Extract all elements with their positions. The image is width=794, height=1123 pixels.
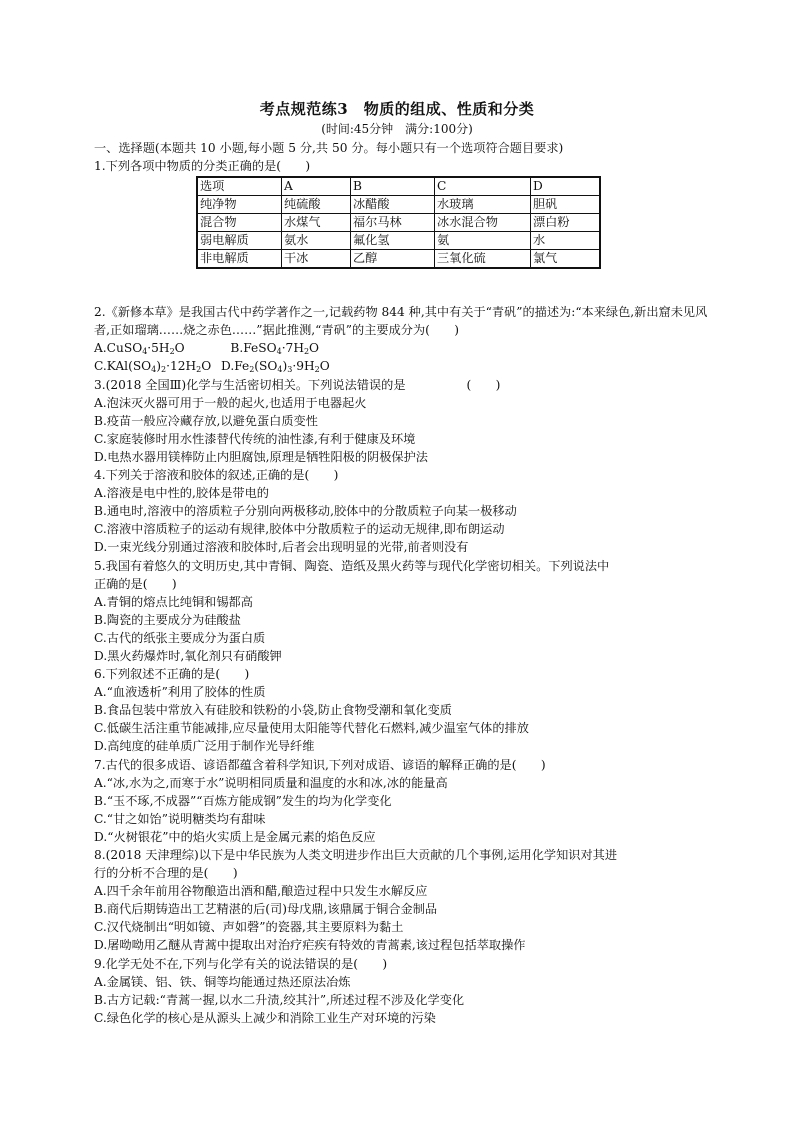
table-cell: 福尔马林 bbox=[351, 214, 435, 232]
table-cell: D bbox=[531, 177, 601, 196]
question-7-option-c: C.“甘之如饴”说明糖类均有甜味 bbox=[94, 811, 266, 826]
table-cell: 弱电解质 bbox=[197, 232, 282, 250]
table-cell: 氨 bbox=[435, 232, 531, 250]
table-cell: 水玻璃 bbox=[435, 196, 531, 214]
table-cell: 漂白粉 bbox=[531, 214, 601, 232]
question-8-option-b: B.商代后期铸造出工艺精湛的后(司)母戊鼎,该鼎属于铜合金制品 bbox=[94, 902, 438, 917]
page-title: 考点规范练3 物质的组成、性质和分类 bbox=[259, 100, 535, 118]
question-6-option-c: C.低碳生活注重节能减排,应尽量使用太阳能等代替化石燃料,减少温室气体的排放 bbox=[94, 721, 529, 736]
section-heading: 一、选择题(本题共 10 小题,每小题 5 分,共 50 分。每小题只有一个选项符合题目要求) bbox=[94, 141, 564, 155]
question-3-option-b: B.疫苗一般应冷藏存放,以避免蛋白质变性 bbox=[94, 413, 318, 428]
question-5-stem-line2: 正确的是( ) bbox=[94, 576, 177, 591]
question-3-option-c: C.家庭装修时用水性漆替代传统的油性漆,有利于健康及环境 bbox=[94, 431, 416, 446]
question-9-option-a: A.金属镁、铝、铁、铜等均能通过热还原法冶炼 bbox=[94, 974, 351, 989]
question-8-option-a: A.四千余年前用谷物酿造出酒和醋,酿造过程中只发生水解反应 bbox=[94, 884, 428, 899]
table-cell: 冰醋酸 bbox=[351, 196, 435, 214]
table-cell: 冰水混合物 bbox=[435, 214, 531, 232]
table-cell: B bbox=[351, 177, 435, 196]
table-cell: 选项 bbox=[197, 177, 282, 196]
question-2-options-ab: $A.CuSO_4\cdot 5H_2O$ $B.FeSO_4\cdot 7H_2O$ bbox=[94, 341, 320, 357]
table-cell: 水煤气 bbox=[282, 214, 351, 232]
table-cell: C bbox=[435, 177, 531, 196]
table-cell: 氟化氢 bbox=[351, 232, 435, 250]
question-4-option-d: D.一束光线分别通过溶液和胶体时,后者会出现明显的光带,前者则没有 bbox=[94, 540, 469, 555]
question-5-option-a: A.青铜的熔点比纯铜和锡都高 bbox=[94, 594, 253, 609]
table-cell: 纯硫酸 bbox=[282, 196, 351, 214]
question-7-option-b: B.“玉不琢,不成器”“百炼方能成钢”发生的均为化学变化 bbox=[94, 793, 392, 808]
question-4-option-c: C.溶液中溶质粒子的运动有规律,胶体中分散质粒子的运动无规律,即布朗运动 bbox=[94, 522, 505, 537]
question-8-option-c: C.汉代烧制出“明如镜、声如磬”的瓷器,其主要原料为黏土 bbox=[94, 920, 404, 935]
table-cell: A bbox=[282, 177, 351, 196]
question-3-stem: 3.(2018 全国Ⅲ)化学与生活密切相关。下列说法错误的是 ( ) bbox=[94, 377, 501, 392]
question-7-option-d: D.“火树银花”中的焰火实质上是金属元素的焰色反应 bbox=[94, 829, 376, 844]
table-cell: 胆矾 bbox=[531, 196, 601, 214]
table-cell: 纯净物 bbox=[197, 196, 282, 214]
question-2-options-cd: $C.KAl(SO_4)_2\cdot 12H_2O$ $D.Fe_2(SO_4)_3\cdot 9H_2O$ bbox=[94, 359, 330, 375]
question-6-option-d: D.高纯度的硅单质广泛用于制作光导纤维 bbox=[94, 739, 315, 754]
question-5-stem-line1: 5.我国有着悠久的文明历史,其中青铜、陶瓷、造纸及黑火药等与现代化学密切相关。下列说法中 bbox=[94, 558, 610, 573]
question-8-stem-line2: 行的分析不合理的是( ) bbox=[94, 866, 238, 881]
question-4-stem: 4.下列关于溶液和胶体的叙述,正确的是( ) bbox=[94, 468, 339, 483]
time-score-info: (时间:45分钟 满分:100分) bbox=[321, 122, 473, 136]
question-6-option-b: B.食品包装中常放入有硅胶和铁粉的小袋,防止食物受潮和氧化变质 bbox=[94, 703, 452, 718]
question-8-option-d: D.屠呦呦用乙醚从青蒿中提取出对治疗疟疾有特效的青蒿素,该过程包括萃取操作 bbox=[94, 938, 526, 953]
table-cell: 干冰 bbox=[282, 250, 351, 269]
question-9-option-b: B.古方记载:“青蒿一握,以水二升渍,绞其汁”,所述过程不涉及化学变化 bbox=[94, 992, 465, 1007]
question-6-option-a: A.“血液透析”利用了胶体的性质 bbox=[94, 685, 266, 700]
question-4-option-a: A.溶液是电中性的,胶体是带电的 bbox=[94, 486, 269, 501]
table-cell: 氨水 bbox=[282, 232, 351, 250]
question-3-option-a: A.泡沫灭火器可用于一般的起火,也适用于电器起火 bbox=[94, 395, 367, 410]
question-7-option-a: A.“冰,水为之,而寒于水”说明相同质量和温度的水和冰,冰的能量高 bbox=[94, 775, 448, 790]
question-list bbox=[94, 139, 710, 1027]
table-cell: 混合物 bbox=[197, 214, 282, 232]
table-cell: 氯气 bbox=[531, 250, 601, 269]
table-spacer bbox=[94, 175, 710, 303]
question-4-option-b: B.通电时,溶液中的溶质粒子分别向两极移动,胶体中的分散质粒子向某一极移动 bbox=[94, 504, 517, 519]
question-6-stem: 6.下列叙述不正确的是( ) bbox=[94, 667, 250, 682]
question-1-stem: 1.下列各项中物质的分类正确的是( ) bbox=[94, 159, 311, 174]
question-5-option-c: C.古代的纸张主要成分为蛋白质 bbox=[94, 630, 266, 645]
table-cell: 非电解质 bbox=[197, 250, 282, 269]
question-8-stem-line1: 8.(2018 天津理综)以下是中华民族为人类文明进步作出巨大贡献的几个事例,运用化学知识对其进 bbox=[94, 848, 618, 862]
question-7-stem: 7.古代的很多成语、谚语都蕴含着科学知识,下列对成语、谚语的解释正确的是( ) bbox=[94, 757, 546, 772]
question-5-option-d: D.黑火药爆炸时,氧化剂只有硝酸钾 bbox=[94, 648, 282, 663]
question-9-stem: 9.化学无处不在,下列与化学有关的说法错误的是( ) bbox=[94, 956, 388, 971]
question-5-option-b: B.陶瓷的主要成分为硅酸盐 bbox=[94, 612, 241, 627]
question-2-stem: 2.《新修本草》是我国古代中药学著作之一,记载药物 844 种,其中有关于“青矾”的描述为:“本来绿色,新出窟未见风者,正如瑠璃……烧之赤色……”据此推测,“青矾”的主要成分为( ) bbox=[94, 305, 708, 338]
question-9-option-c: C.绿色化学的核心是从源头上减少和消除工业生产对环境的污染 bbox=[94, 1010, 436, 1025]
table-cell: 水 bbox=[531, 232, 601, 250]
question-3-option-d: D.电热水器用镁棒防止内胆腐蚀,原理是牺牲阳极的阴极保护法 bbox=[94, 449, 428, 464]
table-cell: 三氧化硫 bbox=[435, 250, 531, 269]
table-cell: 乙醇 bbox=[351, 250, 435, 269]
